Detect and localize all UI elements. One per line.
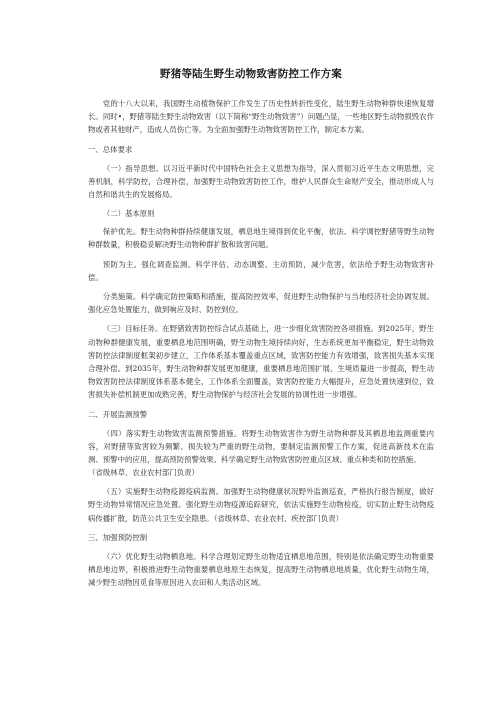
section-heading-1: 一、总体要求 [88,144,133,154]
guiding-ideology-paragraph: （一）指导思想。以习近平新时代中国特色社会主义思想为指导，深入贯彻习近平生态文明思想，完善机制，科学防控，合理补偿，加强野生动物致害防控工作，维护人民群众生命财产安全，推动形成人与自然和谐共生的发展格局。 [88,163,434,200]
section-heading-3: 三、加强预防控制 [88,532,148,542]
targets-paragraph: （三）目标任务。在野猪致害防控综合试点基础上，进一步细化致害防控各项措施。到2025年，野生动物种群健康发展，重要栖息地范围明确，野生动物生境持续向好，生态系统更加平衡稳定，野生动物致害防控法律制度框架初步建立，工作体系基本覆盖重点区域，致害防控能力有效增强，致害损失基本实现合理补偿。到2035年，野生动物种群发展更加健康，重要栖息地范围扩展、生境质量进一步提高，野生动物致害防控法律制度体系基本健全，工作体系全面覆盖，致害防控能力大幅提升，应急处置快速到位，致害损失补偿机制更加成熟完善，野生动物保护与经济社会发展的协调性进一步增强。 [88,324,434,400]
habitat-optimization-paragraph: （六）优化野生动物栖息地。科学合理划定野生动物适宜栖息地范围，特别是依法确定野生动物重要栖息地边界，积极推进野生动物重要栖息地原生态恢复，提高野生动物栖息地质量，优化野生动物生境，减少野生动物因觅食等原因进入农田和人类活动区域。 [88,551,434,588]
document-title: 野猪等陆生野生动物致害防控工作方案 [160,68,342,80]
responsibility-note: （省级林草、农业农村部门负责） [88,468,199,478]
section-heading-2: 二、开展监测预警 [88,409,148,419]
basic-principles-heading: （二）基本原则 [102,209,155,219]
classified-measures-paragraph: 分类施策。科学确定防控策略和措施，提高防控效率，促进野生动物保护与当地经济社会协调发展。强化应急处置能力，做到响应及时、防控到位。 [88,292,434,315]
prevention-first-paragraph: 预防为主。强化调查监测、科学评估、动态调整、主动预防，减少危害，依法给予野生动物致害补偿。 [88,259,434,282]
protection-first-paragraph: 保护优先。野生动物种群持续健康发展，栖息地生境得到优化平衡，依法、科学调控野猪等野生动物种群数量，积极稳妥解决野生动物种群扩散和致害问题。 [88,227,434,250]
disease-monitoring-paragraph: （五）实施野生动物疫源疫病监测。加强野生动物健康状况野外监测巡查，严格执行报告制度，做好野生动物异常情况应急处置。强化野生动物疫源追踪研究，依法实施野生动物检疫，切实防止野生动物疫病传播扩散，防范公共卫生安全隐患。（省级林草、农业农村、疾控部门负责） [88,487,434,523]
monitoring-warning-paragraph: （四）落实野生动物致害监测预警措施。将野生动物致害作为野生动物种群及其栖息地监测重要内容，对野猪等致害较为频繁、损失较为严重的野生动物，要制定监测预警工作方案，促进高新技术在监测、预警中的应用，提高预防预警效果。科学确定野生动物致害防控重点区域、重点种类和防控措施。 [88,428,434,465]
intro-paragraph: 党的十八大以来，我国野生动植物保护工作发生了历史性转折性变化，陆生野生动物种群快速恢复增长。同时•，野猪等陆生野生动物致害（以下简称“野生动物致害”）问题凸显，一些地区野生动物损毁农作物或者其他财产，造成人员伤亡等。为全面加强野生动物致害防控工作，制定本方案。 [88,99,434,135]
